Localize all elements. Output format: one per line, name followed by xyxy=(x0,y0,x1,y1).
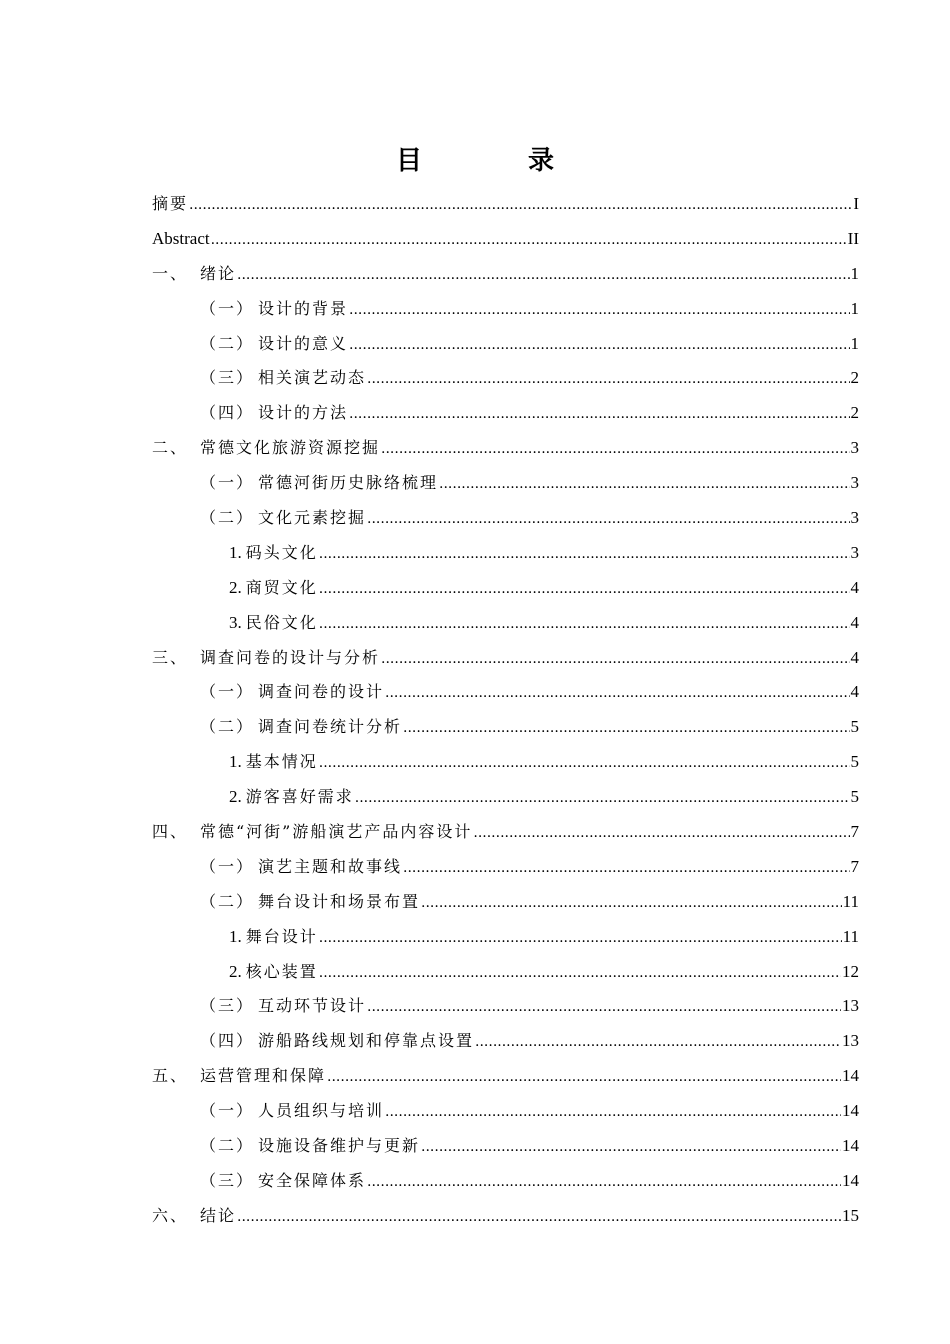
toc-entry-text: 设计的背景 xyxy=(258,298,349,318)
toc-entry-text: 码头文化 xyxy=(245,542,318,562)
dot-leader xyxy=(367,502,849,537)
toc-entry-text: 设计的意义 xyxy=(258,333,349,353)
toc-entry-number: （一） xyxy=(200,298,255,318)
toc-entry-text: 演艺主题和故事线 xyxy=(258,856,403,876)
toc-entry[interactable] xyxy=(152,920,859,955)
dot-leader xyxy=(319,746,850,781)
toc-entry[interactable] xyxy=(152,885,859,920)
toc-entry-text: 舞台设计 xyxy=(245,926,318,946)
toc-entry[interactable] xyxy=(152,1199,859,1234)
toc-entry-text: 游船路线规划和停靠点设置 xyxy=(258,1031,475,1051)
toc-page-number: 15 xyxy=(842,1205,859,1225)
dot-leader xyxy=(355,781,850,816)
dot-leader xyxy=(327,1060,841,1095)
dot-leader xyxy=(403,711,849,746)
toc-entry-text: 游客喜好需求 xyxy=(245,787,354,807)
dot-leader xyxy=(319,956,841,991)
toc-entry-number: （一） xyxy=(200,682,255,702)
toc-entry-number: 1. xyxy=(229,752,242,772)
dot-leader xyxy=(473,816,849,851)
toc-entry-text: 常德文化旅游资源挖掘 xyxy=(200,438,381,458)
toc-entry-number: （二） xyxy=(200,891,255,911)
toc-entry-number: 二、 xyxy=(152,438,189,458)
toc-page-number: 5 xyxy=(850,752,859,772)
toc-entry[interactable] xyxy=(152,1024,859,1059)
toc-entry-number: 1. xyxy=(229,926,242,946)
toc-page-number: 12 xyxy=(842,961,859,981)
toc-entry-text: 设计的方法 xyxy=(258,403,349,423)
toc-page-number: 3 xyxy=(850,473,859,493)
toc-page-number: 4 xyxy=(850,682,859,702)
toc-entry[interactable] xyxy=(152,466,859,501)
toc-entry-text: 常德河街历史脉络梳理 xyxy=(258,473,439,493)
toc-entry[interactable] xyxy=(152,675,859,710)
toc-entry[interactable] xyxy=(152,396,859,431)
toc-entry-text: 文化元素挖掘 xyxy=(258,508,367,528)
toc-entry-text: 运营管理和保障 xyxy=(200,1066,327,1086)
toc-entry-number: （一） xyxy=(200,1101,255,1121)
toc-entry-number: （三） xyxy=(200,1170,255,1190)
toc-entry-text: 绪论 xyxy=(200,263,237,283)
dot-leader xyxy=(381,432,849,467)
toc-entry[interactable] xyxy=(152,257,859,292)
toc-page-number: 5 xyxy=(850,717,859,737)
dot-leader xyxy=(319,537,850,572)
toc-entry-number: （三） xyxy=(200,368,255,388)
toc-entry[interactable] xyxy=(152,1094,859,1129)
dot-leader xyxy=(237,1200,841,1235)
toc-page-number: 2 xyxy=(850,368,859,388)
toc-entry-number: 3. xyxy=(229,612,242,632)
toc-page-number: 1 xyxy=(850,298,859,318)
page-title: 目 录 xyxy=(395,146,594,176)
toc-entry-text: 人员组织与培训 xyxy=(258,1101,385,1121)
toc-entry-number: （四） xyxy=(200,1031,255,1051)
toc-page-number: 14 xyxy=(842,1136,859,1156)
toc-entry-text: 互动环节设计 xyxy=(258,996,367,1016)
toc-entry-number: 1. xyxy=(229,542,242,562)
dot-leader xyxy=(385,676,849,711)
toc-page-number: 5 xyxy=(850,787,859,807)
toc-entry[interactable] xyxy=(152,989,859,1024)
toc-entry[interactable] xyxy=(152,1129,859,1164)
toc-entry[interactable] xyxy=(152,780,859,815)
toc-entry[interactable] xyxy=(152,745,859,780)
toc-entry-number: （四） xyxy=(200,403,255,423)
dot-leader xyxy=(421,886,842,921)
dot-leader xyxy=(349,328,849,363)
toc-entry[interactable] xyxy=(152,955,859,990)
toc-entry-number: 六、 xyxy=(152,1205,189,1225)
toc-page-number: 14 xyxy=(842,1170,859,1190)
toc-entry[interactable] xyxy=(152,1059,859,1094)
toc-entry-number: 2. xyxy=(229,961,242,981)
toc-entry[interactable] xyxy=(152,431,859,466)
dot-leader xyxy=(475,1025,841,1060)
dot-leader xyxy=(381,642,849,677)
toc-page-number: 2 xyxy=(850,403,859,423)
toc-entry-text: 调查问卷的设计 xyxy=(258,682,385,702)
toc-page-number: 11 xyxy=(842,926,859,946)
toc-entry[interactable] xyxy=(152,641,859,676)
toc-page-number: I xyxy=(853,194,859,213)
toc-entry-text: 设施设备维护与更新 xyxy=(258,1136,421,1156)
toc-entry-number: 2. xyxy=(229,577,242,597)
toc-entry[interactable] xyxy=(152,850,859,885)
toc-entry-number: （三） xyxy=(200,996,255,1016)
dot-leader xyxy=(439,467,849,502)
toc-entry[interactable] xyxy=(152,327,859,362)
toc-page-number: 1 xyxy=(850,333,859,353)
toc-entry-number: 三、 xyxy=(152,647,189,667)
toc-entry-text: 相关演艺动态 xyxy=(258,368,367,388)
toc-entry[interactable] xyxy=(152,606,859,641)
toc-page-number: 13 xyxy=(842,1031,859,1051)
toc-page-number: 7 xyxy=(850,822,859,842)
toc-page-number: 7 xyxy=(850,856,859,876)
toc-entry-text: 商贸文化 xyxy=(245,577,318,597)
toc-page-number: 4 xyxy=(850,577,859,597)
dot-leader xyxy=(319,921,842,956)
toc-entry[interactable] xyxy=(152,501,859,536)
toc-entry-text: 摘要 xyxy=(152,194,189,213)
toc-entry-text: 调查问卷的设计与分析 xyxy=(200,647,381,667)
toc-entry[interactable] xyxy=(152,536,859,571)
toc-entry-text: 结论 xyxy=(200,1205,237,1225)
toc-entry-text: 安全保障体系 xyxy=(258,1170,367,1190)
toc-entry[interactable] xyxy=(152,187,859,222)
toc-entry-number: （二） xyxy=(200,717,255,737)
dot-leader xyxy=(319,607,850,642)
toc-page-number: 3 xyxy=(850,438,859,458)
toc-entry-text: 调查问卷统计分析 xyxy=(258,717,403,737)
toc-entry-text: 民俗文化 xyxy=(245,612,318,632)
toc-entry[interactable] xyxy=(152,710,859,745)
dot-leader xyxy=(403,851,849,886)
toc-entry-number: （一） xyxy=(200,856,255,876)
toc-entry-number: （二） xyxy=(200,1136,255,1156)
dot-leader xyxy=(349,293,849,328)
toc-entry-number: （二） xyxy=(200,508,255,528)
toc-page-number: 11 xyxy=(842,891,859,911)
dot-leader xyxy=(385,1095,841,1130)
dot-leader xyxy=(367,990,841,1025)
toc-entry[interactable] xyxy=(152,1164,859,1199)
toc-entry[interactable] xyxy=(152,815,859,850)
toc-entry-text: Abstract xyxy=(152,228,210,248)
toc-entry[interactable] xyxy=(152,361,859,396)
toc-entry-text: 核心装置 xyxy=(245,961,318,981)
toc-entry[interactable] xyxy=(152,571,859,606)
dot-leader xyxy=(211,223,847,258)
toc-page-number: 14 xyxy=(842,1066,859,1086)
toc-entry-text: 常德“河街”游船演艺产品内容设计 xyxy=(200,822,473,842)
dot-leader xyxy=(349,397,849,432)
table-of-contents xyxy=(152,187,859,1234)
toc-page-number: 14 xyxy=(842,1101,859,1121)
dot-leader xyxy=(367,362,849,397)
toc-entry[interactable] xyxy=(152,292,859,327)
toc-page-number: 1 xyxy=(850,263,859,283)
toc-page-number: 3 xyxy=(850,508,859,528)
toc-entry-number: 2. xyxy=(229,787,242,807)
dot-leader xyxy=(189,188,852,223)
toc-entry-number: 五、 xyxy=(152,1066,189,1086)
toc-page-number: 13 xyxy=(842,996,859,1016)
toc-entry-number: （二） xyxy=(200,333,255,353)
toc-entry-number: （一） xyxy=(200,473,255,493)
toc-entry-number: 四、 xyxy=(152,822,189,842)
dot-leader xyxy=(367,1165,841,1200)
dot-leader xyxy=(319,572,850,607)
toc-entry[interactable] xyxy=(152,222,859,257)
dot-leader xyxy=(237,258,849,293)
toc-entry-text: 基本情况 xyxy=(245,752,318,772)
toc-page-number: II xyxy=(847,228,859,248)
toc-page-number: 3 xyxy=(850,542,859,562)
toc-page-number: 4 xyxy=(850,647,859,667)
toc-entry-text: 舞台设计和场景布置 xyxy=(258,891,421,911)
toc-page-number: 4 xyxy=(850,612,859,632)
dot-leader xyxy=(421,1130,841,1165)
toc-entry-number: 一、 xyxy=(152,263,189,283)
